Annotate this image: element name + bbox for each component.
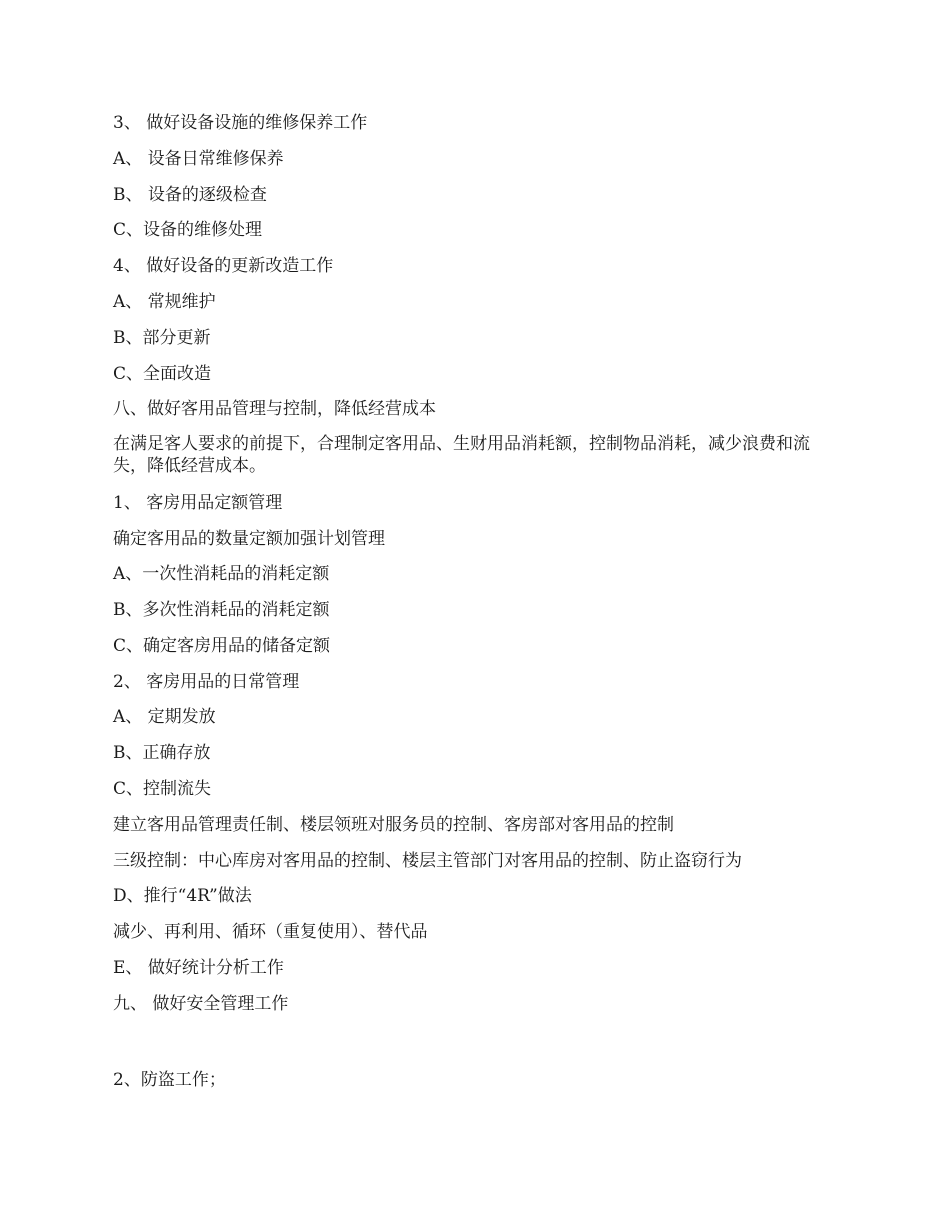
item-b-reusable: B、多次性消耗品的消耗定额 bbox=[113, 600, 330, 620]
item-c-repair: C、设备的维修处理 bbox=[113, 220, 263, 240]
quota-description: 确定客用品的数量定额加强计划管理 bbox=[113, 529, 385, 549]
section-9-heading: 九、 做好安全管理工作 bbox=[113, 994, 289, 1014]
item-a-daily-maintenance: A、 设备日常维修保养 bbox=[113, 149, 284, 169]
item-b-storage: B、正确存放 bbox=[113, 743, 211, 763]
heading-3-maintenance: 3、 做好设备设施的维修保养工作 bbox=[113, 113, 368, 133]
responsibility-system: 建立客用品管理责任制、楼层领班对服务员的控制、客房部对客用品的控制 bbox=[113, 815, 674, 835]
item-c-reserve: C、确定客房用品的储备定额 bbox=[113, 636, 331, 656]
heading-1-quota: 1、 客房用品定额管理 bbox=[113, 493, 283, 513]
item-a-distribution: A、 定期发放 bbox=[113, 707, 216, 727]
three-level-control: 三级控制：中心库房对客用品的控制、楼层主管部门对客用品的控制、防止盗窃行为 bbox=[113, 851, 742, 871]
4r-description: 减少、再利用、循环（重复使用）、替代品 bbox=[113, 922, 428, 942]
heading-4-renovation: 4、 做好设备的更新改造工作 bbox=[113, 256, 334, 276]
item-a-routine: A、 常规维护 bbox=[113, 292, 216, 312]
item-2-anti-theft: 2、防盗工作； bbox=[113, 1070, 226, 1090]
item-b-partial-update: B、部分更新 bbox=[113, 328, 211, 348]
item-b-inspection: B、 设备的逐级检查 bbox=[113, 185, 267, 205]
item-e-statistics: E、 做好统计分析工作 bbox=[113, 958, 284, 978]
item-c-loss-control: C、控制流失 bbox=[113, 779, 212, 799]
section-8-paragraph: 在满足客人要求的前提下，合理制定客用品、生财用品消耗额，控制物品消耗，减少浪费和流失，降低经营成本。 bbox=[113, 434, 810, 476]
item-c-full-renovation: C、全面改造 bbox=[113, 364, 212, 384]
item-a-disposable: A、一次性消耗品的消耗定额 bbox=[113, 564, 330, 584]
section-8-heading: 八、做好客用品管理与控制，降低经营成本 bbox=[113, 399, 436, 419]
item-d-4r: D、推行“4R”做法 bbox=[113, 886, 252, 906]
heading-2-daily: 2、 客房用品的日常管理 bbox=[113, 672, 300, 692]
